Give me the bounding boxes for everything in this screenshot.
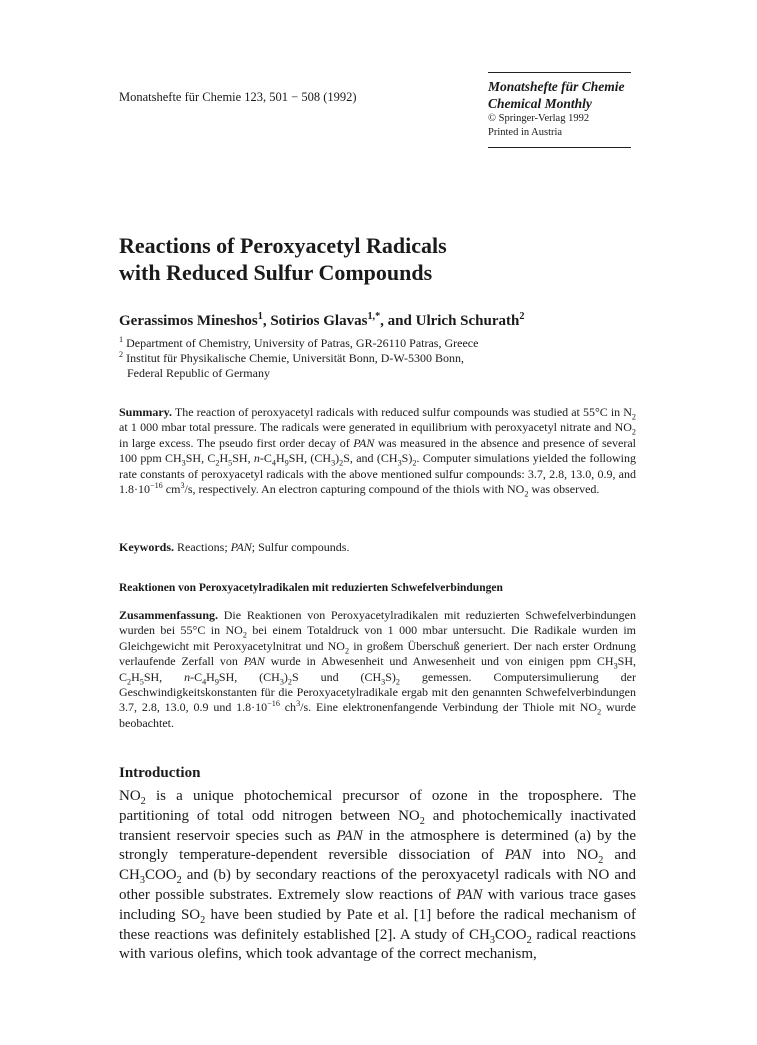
affiliations <box>119 336 478 381</box>
author-3-affil: 2 <box>519 311 525 322</box>
author-separator-and: , and <box>380 313 416 329</box>
title-line-2: with Reduced Sulfur Compounds <box>119 260 433 285</box>
summary-paragraph: Summary. The reaction of peroxyacetyl radicals with reduced sulfur compounds was studied at 55°C in $N_2$ at 1 000 mbar total pressure. The radicals were generated in equilibrium with peroxyacetyl nitrate and $NO_2$ in large excess. The pseudo first order decay of PAN was measured in the absence and presence of several 100 ppm $CH_3SH$, $C_2H_5SH$, $n-C_4H_9SH$, $(CH_3)_2S$, and $(CH_3S)_2$. Computer simulations yielded the following rate constants of peroxyacetyl radicals with the above mentioned sulfur compounds: 3.7, 2.8, 13.0, 0.9, and $1.8\cdot 10^{-16}$ $cm^3/s$, respectively. An electron capturing compound of the thiols with $NO_2$ was observed. <box>119 405 636 499</box>
journal-info-box <box>488 72 631 148</box>
affiliation-1: $^1$ Department of Chemistry, University of Patras, GR-26110 Patras, Greece <box>119 335 479 350</box>
printed-line: Printed in Austria <box>488 127 563 138</box>
affiliation-2-cont: Federal Republic of Germany <box>127 366 270 380</box>
author-1: Gerassimos Mineshos <box>119 313 258 329</box>
author-2-affil: 1,* <box>367 311 381 322</box>
author-list <box>119 313 524 330</box>
journal-name-en: Chemical Monthly <box>488 96 592 111</box>
journal-name-de: Monatshefte für Chemie <box>488 79 625 94</box>
introduction-paragraph: $NO_2$ is a unique photochemical precursor of ozone in the troposphere. The partitioning of total odd nitrogen between $NO_2$ and photochemically inactivated transient reservoir species such as PAN in the atmosphere is determined (a) by the strongly temperature-dependent reversible dissociation of PAN into $NO_2$ and $CH_3COO_2$ and (b) by secondary reactions of the peroxyacetyl radicals with NO and other possible substrates. Extremely slow reactions of PAN with various trace gases including $SO_2$ have been studied by Pate et al. [1] before the radical mechanism of these reactions was definitely established [2]. A study of $CH_3COO_2$ radical reactions with various olefins, which took advantage of the correct mechanism, <box>119 788 636 963</box>
author-separator: , <box>262 313 271 329</box>
journal-citation: Monatshefte für Chemie 123, 501 − 508 (1992) <box>119 90 357 104</box>
keywords-line: Keywords. Reactions; PAN; Sulfur compounds. <box>119 540 350 554</box>
copyright-line: © Springer-Verlag 1992 <box>488 113 590 124</box>
paper-title <box>119 232 447 286</box>
title-line-1: Reactions of Peroxyacetyl Radicals <box>119 233 447 258</box>
german-title: Reaktionen von Peroxyacetylradikalen mit reduzierten Schwefelverbindungen <box>119 582 503 594</box>
author-2: Sotirios Glavas <box>270 313 368 329</box>
introduction-heading: Introduction <box>119 765 201 781</box>
affiliation-2: $^2$ Institut für Physikalische Chemie, Universität Bonn, D-W-5300 Bonn, <box>119 350 465 365</box>
author-1-affil: 1 <box>257 311 263 322</box>
author-3: Ulrich Schurath <box>415 313 520 329</box>
zusammenfassung-paragraph: Zusammenfassung. Die Reaktionen von Peroxyacetylradikalen mit reduzierten Schwefelverbindungen wurden bei 55°C in $NO_2$ bei einem Totaldruck von 1 000 mbar untersucht. Die Radikale wurden im Gleichgewicht mit Peroxyacetylnitrat und $NO_2$ in großem Überschuß generiert. Der nach erster Ordnung verlaufende Zerfall von PAN wurde in Abwesenheit und Anwesenheit und von einigen ppm $CH_3SH$, $C_2H_5SH$, $n-C_4H_9SH$, $(CH_3)_2S$ und $(CH_3S)_2$ gemessen. Computersimulierung der Geschwindigkeitskonstanten für die Peroxyacetylradikale ergab mit den genannten Schwefelverbindungen 3.7, 2.8, 13.0, 0.9 und $1.8\cdot 10^{-16}$ $ch^3/s$. Eine elektronenfangende Verbindung der Thiole mit $NO_2$ wurde beobachtet. <box>119 608 636 730</box>
